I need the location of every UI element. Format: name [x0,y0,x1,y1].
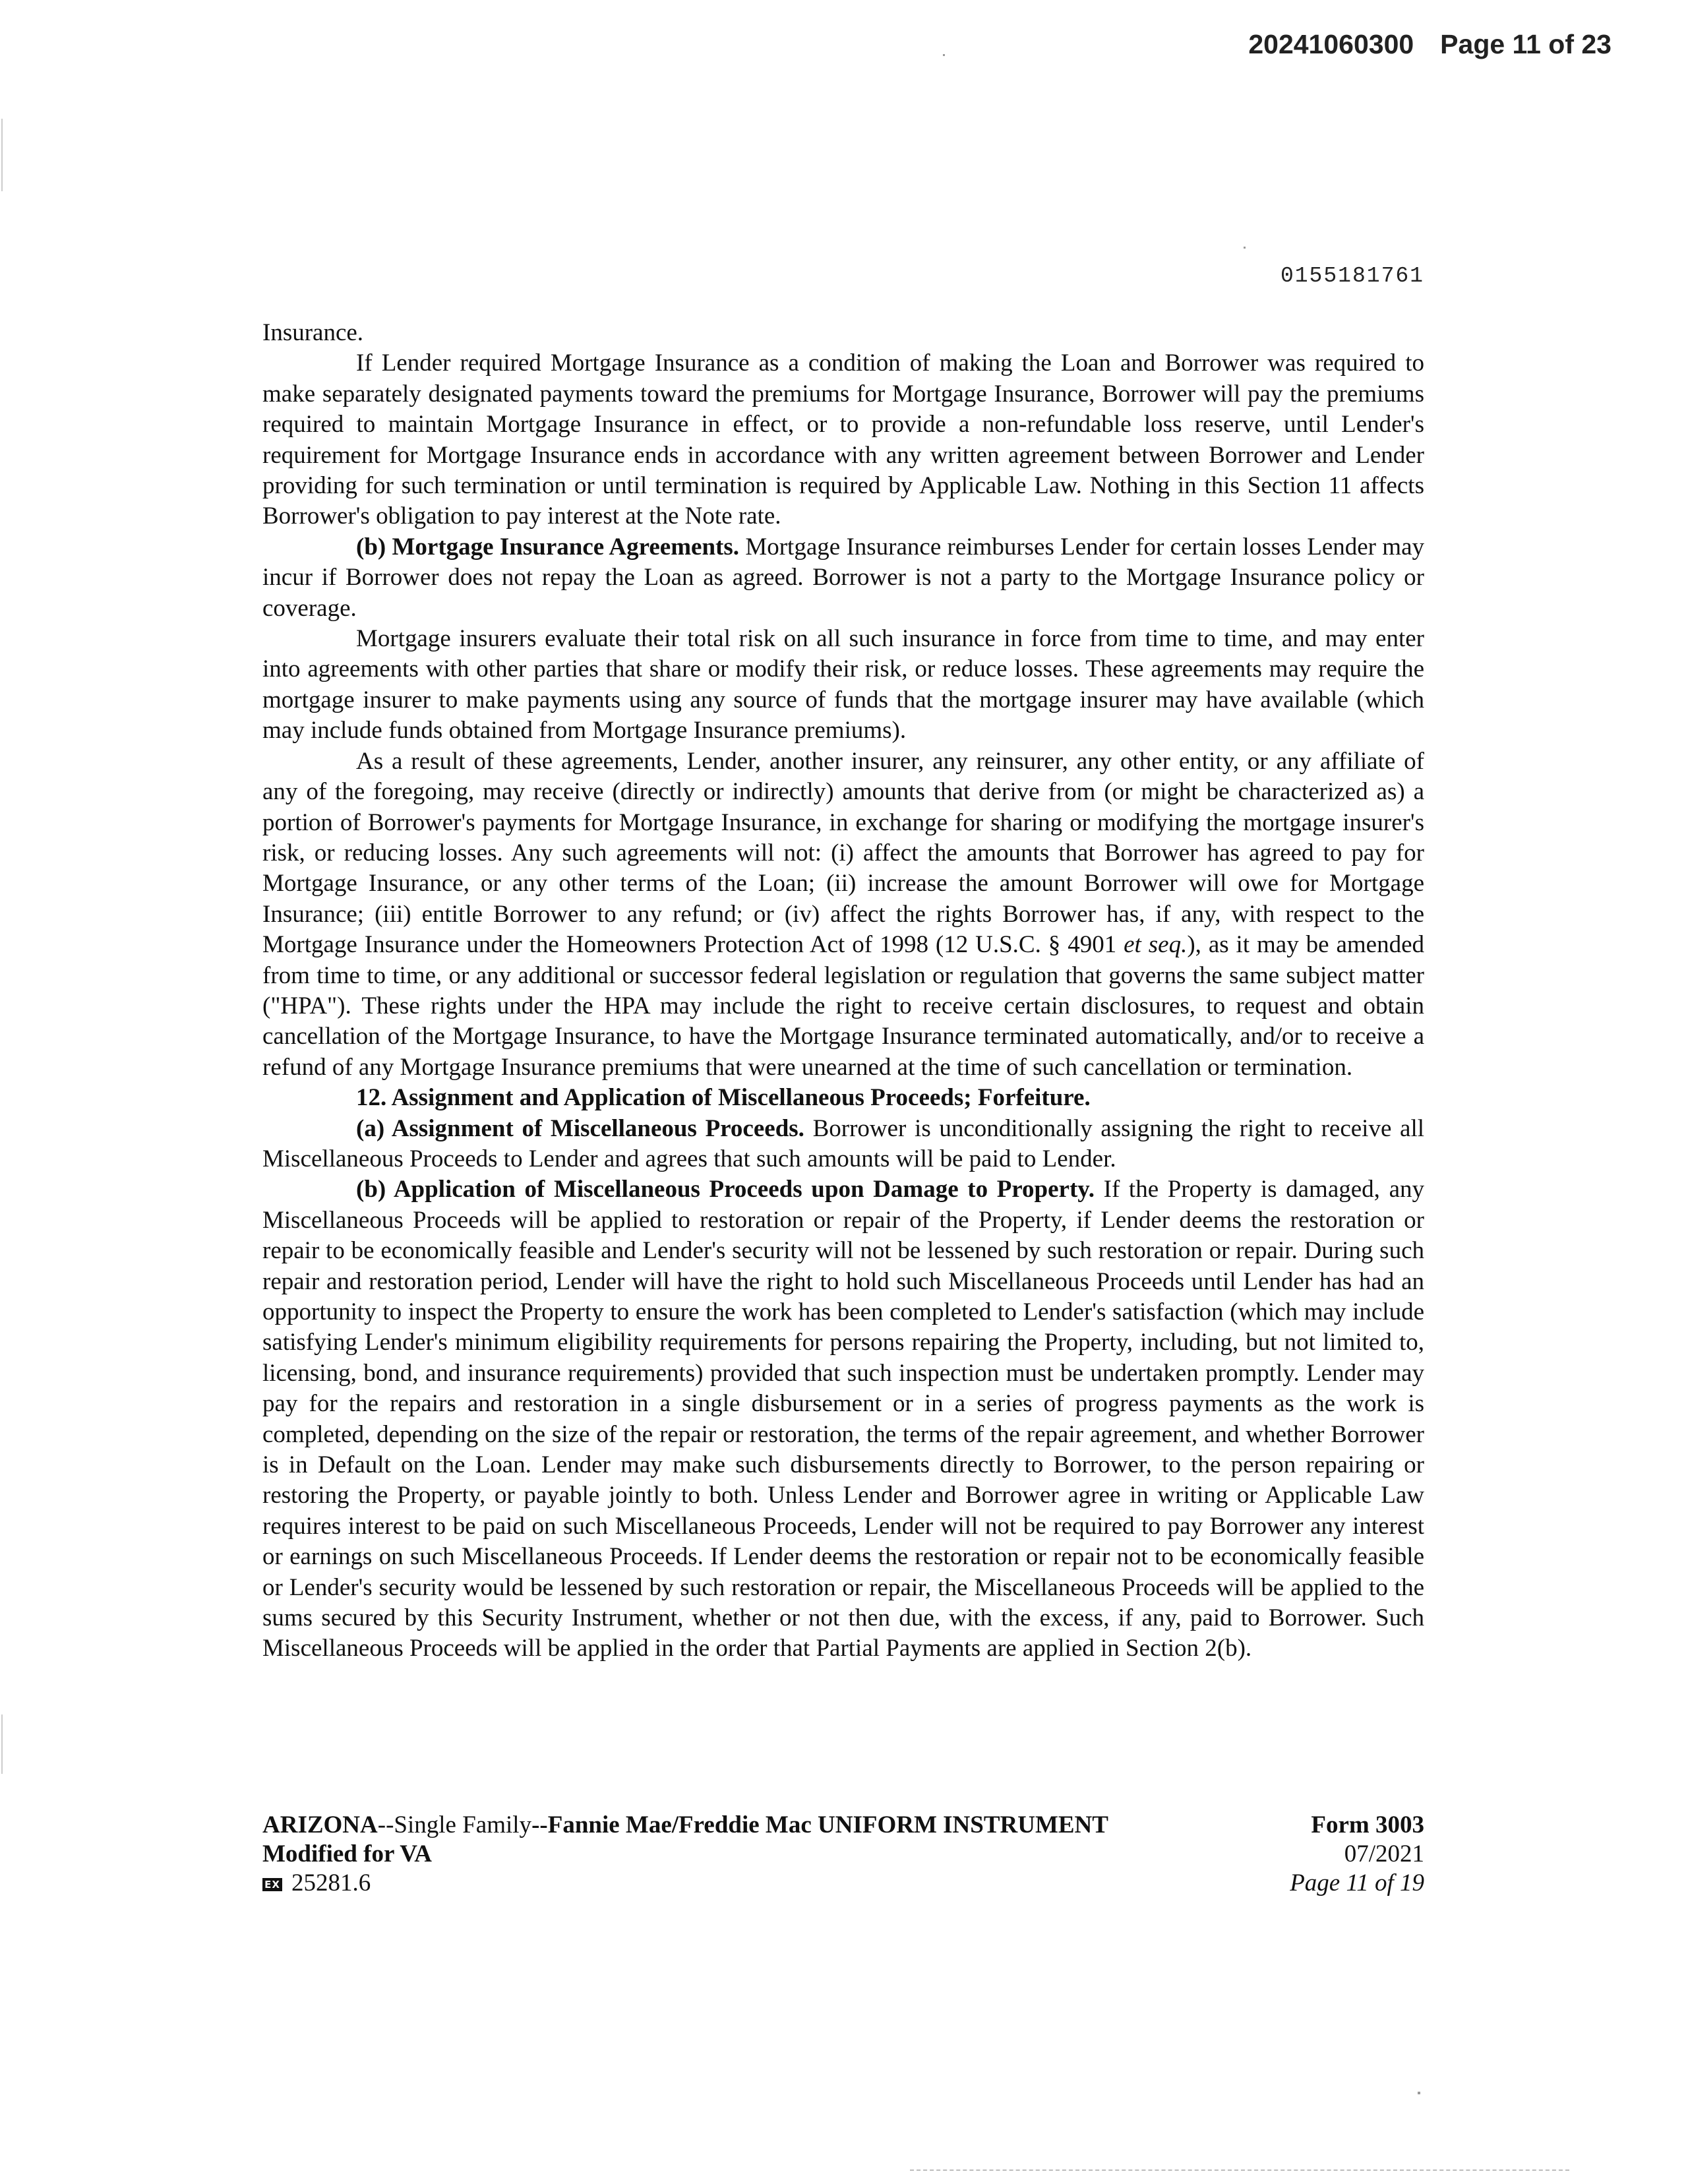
footer-doc-code: 25281.6 [291,1869,371,1896]
footer-form-date: 07/2021 [1344,1840,1424,1867]
heading-a-assignment: (a) Assignment of Miscellaneous Proceeds. [356,1114,804,1142]
paragraph-application-damage [262,1174,1424,1664]
heading-section-12 [262,1083,1424,1113]
footer-modified: Modified for VA [262,1840,432,1867]
scan-mark [943,54,945,56]
footer-page: Page 11 of 19 [1290,1869,1424,1896]
recording-page-indicator: Page 11 of 23 [1440,29,1612,59]
footer-state: ARIZONA [262,1811,378,1838]
paragraph-mortgage-insurance-premiums: If Lender required Mortgage Insurance as a condition of making the Loan and Borrower was required to make separately designated payments toward the premiums for Mortgage Insurance, Borrower will pay the premiums required to maintain Mortgage Insurance in effect, or to provide a non-refundable loss reserve, until Lender's requirement for Mortgage Insurance ends in accordance with any written agreement between Borrower and Lender providing for such termination or until termination is required by Applicable Law. Nothing in this Section 11 affects Borrower's obligation to pay interest at the Note rate. [262,349,1424,530]
paragraph-text: As a result of these agreements, Lender, another insurer, any reinsurer, any other entity, or any affiliate of any of the foregoing, may receive (directly or indirectly) amounts that derive from (or might be characterized as) a portion of Borrower's payments for Mortgage Insurance, in exchange for sharing or modifying the mortgage insurer's risk, or reducing losses. Any such agreements will not: (i) affect the amounts that Borrower has agreed to pay for Mortgage Insurance, or any other terms of the Loan; (ii) increase the amount Borrower will owe for Mortgage Insurance; (iii) entitle Borrower to any refund; or (iv) affect the rights Borrower has, if any, with respect to the Mortgage Insurance under the Homeowners Protection Act of 1998 (12 U.S.C. § 4901 [262,747,1424,959]
paragraph-mortgage-insurers-risk: Mortgage insurers evaluate their total risk on all such insurance in force from time to time, and may enter into agreements with other parties that share or modify their risk, or reduce losses. These agreements may require the mortgage insurer to make payments using any source of funds that the mortgage insurer may have available (which may include funds obtained from Mortgage Insurance premiums). [262,625,1424,744]
recording-header [1248,29,1612,60]
footer-sep: -- [531,1811,548,1838]
footer-left [262,1811,1108,1898]
scan-mark [1418,2092,1420,2094]
footer-right [1290,1811,1424,1898]
paragraph-assignment [262,1114,1424,1175]
paragraph-insurance-continued: Insurance. [262,319,364,346]
footer-property-type: Single Family [394,1811,532,1838]
scan-edge-mark [1,119,3,191]
scan-bottom-rule [910,2169,1569,2171]
paragraph-text: Mortgage Insurance reimburses Lender for certain losses Lender may incur if Borrower does not repay the Loan as agreed. Borrower is not a party to the Mortgage Insurance policy or coverage. [262,533,1424,622]
loan-number: 0155181761 [1280,264,1424,288]
footer-sep: -- [377,1811,394,1838]
et-seq-text: et seq. [1124,931,1188,959]
document-body [262,318,1424,1664]
footer-instrument: Fannie Mae/Freddie Mac UNIFORM INSTRUMENT [547,1811,1108,1838]
scan-edge-mark [1,1714,3,1774]
footer-form-number: Form 3003 [1311,1811,1424,1838]
heading-b-application: (b) Application of Miscellaneous Proceeds upon Damage to Property. [356,1176,1095,1203]
paragraph-text-cont: ), as it may be amended from time to time, or any additional or successor federal legislation or regulation that governs the same subject matter ("HPA"). These rights under the HPA may include the right to receive certain disclosures, to request and obtain cancellation of the Mortgage Insurance, to have the Mortgage Insurance terminated automatically, and/or to receive a refund of any Mortgage Insurance premiums that were unearned at the time of such cancellation or termination. [262,931,1425,1081]
paragraph-hpa-rights [262,746,1424,1083]
paragraph-text: If the Property is damaged, any Miscellaneous Proceeds will be applied to restoration or repair of the Property, if Lender deems the restoration or repair to be economically feasible and Lender's security will not be lessened by such restoration or repair. During such repair and restoration period, Lender will have the right to hold such Miscellaneous Proceeds until Lender has had an opportunity to inspect the Property to ensure the work has been completed to Lender's satisfaction (which may include satisfying Lender's minimum eligibility requirements for persons repairing the Property, including, but not limited to, licensing, bond, and insurance requirements) provided that such inspection must be undertaken promptly. Lender may pay for the repairs and restoration in a single disbursement or in a series of progress payments as the work is completed, depending on the size of the repair or restoration, the terms of the repair agreement, and whether Borrower is in Default on the Loan. Lender may make such disbursements directly to Borrower, to the person repairing or restoring the Property, or payable jointly to both. Unless Lender and Borrower agree in writing or Applicable Law requires interest to be paid on such Miscellaneous Proceeds, Lender will not be required to pay Borrower any interest or earnings on such Miscellaneous Proceeds. If Lender deems the restoration or repair not to be economically feasible or Lender's security would be lessened by such restoration or repair, the Miscellaneous Proceeds will be applied to the sums secured by this Security Instrument, whether or not then due, with the excess, if any, paid to Borrower. Such Miscellaneous Proceeds will be applied in the order that Partial Payments are applied in Section 2(b). [262,1176,1424,1662]
section-12-title: 12. Assignment and Application of Miscellaneous Proceeds; Forfeiture. [356,1084,1091,1112]
footer-instrument-line [262,1811,1108,1840]
footer-doc-code-line [262,1869,1108,1898]
scan-mark [1244,247,1246,249]
heading-b-mortgage-insurance-agreements: (b) Mortgage Insurance Agreements. [356,533,740,561]
paragraph-mortgage-insurance-agreements [262,532,1424,624]
recording-number: 20241060300 [1248,29,1414,59]
ex-logo-icon: EX [262,1878,282,1891]
paragraph-text: Borrower is unconditionally assigning the right to receive all Miscellaneous Proceeds to Lender and agrees that such amounts will be paid to Lender. [262,1114,1425,1172]
